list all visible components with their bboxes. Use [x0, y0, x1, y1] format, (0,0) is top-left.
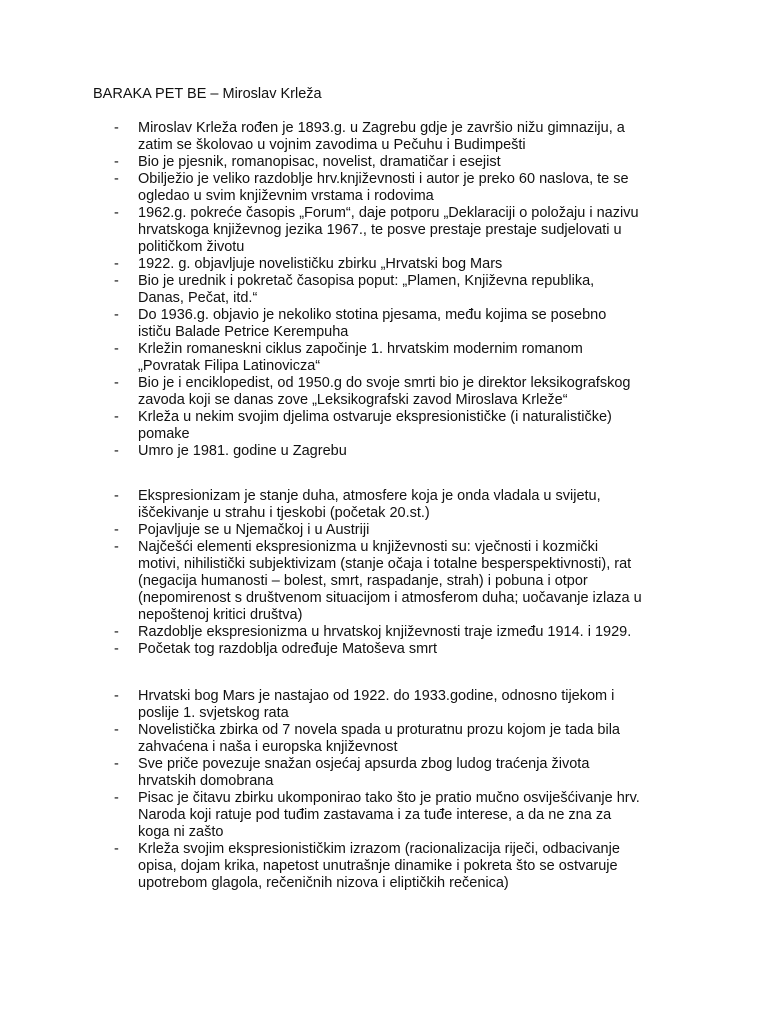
list-item-line: Do 1936.g. objavio je nekoliko stotina pjesama, među kojima se posebno: [138, 307, 607, 323]
bullet-marker: -: [114, 641, 119, 657]
list-item: [0, 688, 768, 722]
list-item-line: motivi, nihilistički subjektivizam (stanje očaja i totalne besperspektivnosti), rat: [138, 556, 632, 572]
list-item: [0, 488, 768, 522]
list-item-line: Umro je 1981. godine u Zagrebu: [138, 443, 347, 459]
bullet-marker: -: [114, 539, 119, 555]
list-item-line: nepoštenoj kritici društva): [138, 607, 303, 623]
list-item: [0, 307, 768, 341]
bullet-marker: -: [114, 273, 119, 289]
list-item-line: Bio je pjesnik, romanopisac, novelist, dramatičar i esejist: [138, 154, 501, 170]
list-item: [0, 522, 768, 539]
list-item-line: ističu Balade Petrice Kerempuha: [138, 324, 349, 340]
list-item: [0, 722, 768, 756]
bullet-marker: -: [114, 522, 119, 538]
bullet-marker: -: [114, 688, 119, 704]
list-item: [0, 409, 768, 443]
section-biography: [0, 120, 768, 460]
list-item: [0, 341, 768, 375]
list-item-line: Miroslav Krleža rođen je 1893.g. u Zagrebu gdje je završio nižu gimnaziju, a: [138, 120, 625, 136]
list-item: [0, 205, 768, 256]
bullet-marker: -: [114, 624, 119, 640]
list-item: [0, 256, 768, 273]
list-item: [0, 154, 768, 171]
list-item-line: Sve priče povezuje snažan osjećaj apsurda zbog ludog traćenja života: [138, 756, 590, 772]
list-item-line: (nepomirenost s društvenom situacijom i atmosferom duha; uočavanje izlaza u: [138, 590, 642, 606]
list-item-line: upotrebom glagola, rečeničnih nizova i eliptičkih rečenica): [138, 875, 509, 891]
bullet-marker: -: [114, 841, 119, 857]
list-item-line: „Povratak Filipa Latinovicza“: [138, 358, 321, 374]
bullet-marker: -: [114, 488, 119, 504]
list-item: [0, 273, 768, 307]
list-item-line: Pisac je čitavu zbirku ukomponirao tako što je pratio mučno osviješćivanje hrv.: [138, 790, 640, 806]
list-item-line: političkom životu: [138, 239, 245, 255]
list-item: [0, 443, 768, 460]
list-item: [0, 790, 768, 841]
list-item-line: Najčešći elementi ekspresionizma u književnosti su: vječnosti i kozmički: [138, 539, 599, 555]
list-item-line: Obilježio je veliko razdoblje hrv.književnosti i autor je preko 60 naslova, te se: [138, 171, 629, 187]
bullet-marker: -: [114, 307, 119, 323]
list-item-line: Novelistička zbirka od 7 novela spada u proturatnu prozu kojom je tada bila: [138, 722, 620, 738]
bullet-marker: -: [114, 443, 119, 459]
list-item-line: 1962.g. pokreće časopis „Forum“, daje potporu „Deklaraciji o položaju i nazivu: [138, 205, 639, 221]
list-item-line: Pojavljuje se u Njemačkoj i u Austriji: [138, 522, 370, 538]
list-item-line: pomake: [138, 426, 190, 442]
list-item-line: Hrvatski bog Mars je nastajao od 1922. do 1933.godine, odnosno tijekom i: [138, 688, 615, 704]
list-item-line: (negacija humanosti – bolest, smrt, raspadanje, strah) i pobuna i otpor: [138, 573, 588, 589]
list-item-line: Ekspresionizam je stanje duha, atmosfere koja je onda vladala u svijetu,: [138, 488, 601, 504]
list-item-line: Razdoblje ekspresionizma u hrvatskoj književnosti traje između 1914. i 1929.: [138, 624, 632, 640]
list-item-line: Danas, Pečat, itd.“: [138, 290, 258, 306]
list-item: [0, 841, 768, 892]
list-item-line: Krleža svojim ekspresionističkim izrazom (racionalizacija riječi, odbacivanje: [138, 841, 620, 857]
bullet-marker: -: [114, 409, 119, 425]
list-item: [0, 120, 768, 154]
document-title: BARAKA PET BE – Miroslav Krleža: [93, 86, 322, 102]
bullet-marker: -: [114, 171, 119, 187]
list-item-line: Bio je urednik i pokretač časopisa poput: „Plamen, Književna republika,: [138, 273, 595, 289]
bullet-marker: -: [114, 120, 119, 136]
bullet-marker: -: [114, 375, 119, 391]
bullet-marker: -: [114, 722, 119, 738]
list-item-line: Bio je i enciklopedist, od 1950.g do svoje smrti bio je direktor leksikografskog: [138, 375, 631, 391]
list-item-line: 1922. g. objavljuje novelističku zbirku „Hrvatski bog Mars: [138, 256, 503, 272]
list-item-line: koga ni zašto: [138, 824, 224, 840]
bullet-marker: -: [114, 756, 119, 772]
section-hrvatski-bog-mars: [0, 688, 768, 892]
section-expressionism: [0, 488, 768, 658]
list-item-line: hrvatskih domobrana: [138, 773, 274, 789]
list-item-line: Krleža u nekim svojim djelima ostvaruje ekspresionističke (i naturalističke): [138, 409, 612, 425]
list-item-line: Naroda koji ratuje pod tuđim zastavama i za tuđe interese, a da ne zna za: [138, 807, 612, 823]
bullet-marker: -: [114, 341, 119, 357]
list-item-line: zatim se školovao u vojnim zavodima u Pečuhu i Budimpešti: [138, 137, 526, 153]
list-item-line: zahvaćena i naša i europska književnost: [138, 739, 398, 755]
list-item: [0, 756, 768, 790]
list-item: [0, 539, 768, 624]
list-item-line: iščekivanje u strahu i tjeskobi (početak 20.st.): [138, 505, 430, 521]
list-item-line: poslije 1. svjetskog rata: [138, 705, 289, 721]
list-item: [0, 171, 768, 205]
bullet-marker: -: [114, 790, 119, 806]
bullet-marker: -: [114, 256, 119, 272]
list-item-line: opisa, dojam krika, napetost unutrašnje dinamike i pokreta što se ostvaruje: [138, 858, 618, 874]
list-item-line: Krležin romaneskni ciklus započinje 1. hrvatskim modernim romanom: [138, 341, 583, 357]
list-item-line: zavoda koji se danas zove „Leksikografski zavod Miroslava Krleže“: [138, 392, 568, 408]
list-item-line: Početak tog razdoblja određuje Matoševa smrt: [138, 641, 438, 657]
list-item: [0, 624, 768, 641]
list-item-line: ogledao u svim književnim vrstama i rodovima: [138, 188, 434, 204]
list-item-line: hrvatskoga književnog jezika 1967., te posve prestaje prestaje sudjelovati u: [138, 222, 622, 238]
list-item: [0, 641, 768, 658]
bullet-marker: -: [114, 205, 119, 221]
bullet-marker: -: [114, 154, 119, 170]
list-item: [0, 375, 768, 409]
